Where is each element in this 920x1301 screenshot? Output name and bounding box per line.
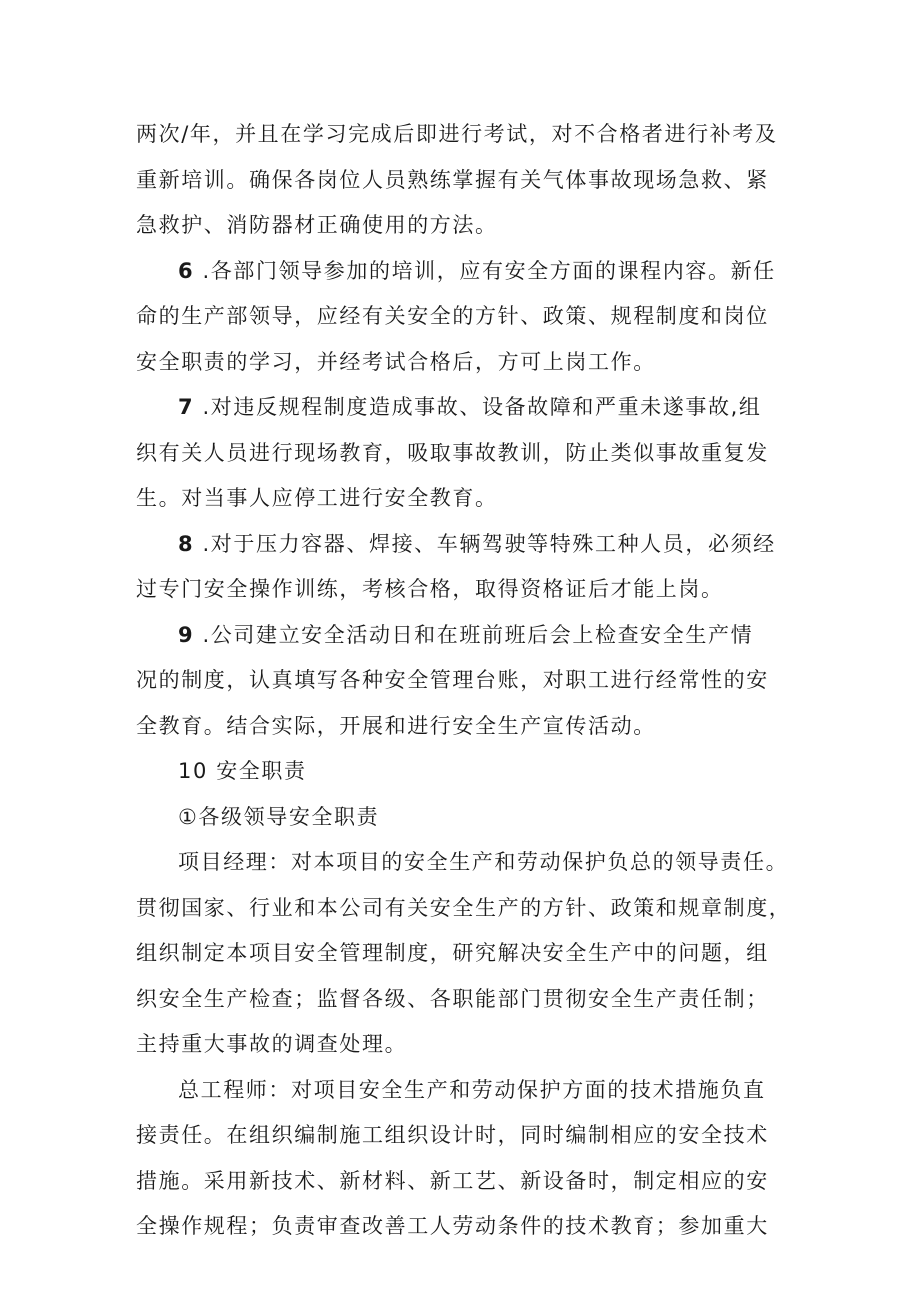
text-line [136, 112, 796, 158]
line-text: 织安全生产检查；监督各级、各职能部门贯彻安全生产责任制； [136, 986, 769, 1011]
line-text: .对于压力容器、焊接、车辆驾驶等特殊工种人员，必须经 [194, 531, 776, 556]
line-text: 主持重大事故的调查处理。 [136, 1032, 408, 1056]
line-text: 措施。采用新技术、新材料、新工艺、新设备时，制定相应的安 [136, 1168, 769, 1193]
text-line [136, 749, 796, 795]
text-line [136, 977, 796, 1023]
text-line [136, 658, 796, 704]
line-text: 全操作规程；负责审查改善工人劳动条件的技术教育；参加重大 [136, 1214, 769, 1238]
line-text: 重新培训。确保各岗位人员熟练掌握有关气体事故现场急救、紧 [136, 167, 769, 192]
text-line [136, 886, 796, 932]
text-line [136, 1204, 796, 1250]
text-line [136, 1022, 796, 1068]
line-text: 总工程师：对项目安全生产和劳动保护方面的技术措施负直 [178, 1077, 766, 1102]
text-line [136, 249, 796, 295]
item-number: 9 [178, 622, 195, 647]
document-body [136, 112, 796, 1250]
item-number: 6 [178, 258, 195, 283]
line-text: 全教育。结合实际，开展和进行安全生产宣传活动。 [136, 713, 656, 738]
line-text: .各部门领导参加的培训，应有安全方面的课程内容。新任 [194, 258, 776, 283]
line-text: 组织制定本项目安全管理制度，研究解决安全生产中的问题，组 [136, 941, 769, 965]
text-line [136, 840, 796, 886]
text-line [136, 704, 796, 750]
line-text: 两次/年，并且在学习完成后即进行考试，对不合格者进行补考及 [136, 122, 778, 146]
line-text: 接责任。在组织编制施工组织设计时，同时编制相应的安全技术 [136, 1123, 769, 1147]
line-text: 项目经理：对本项目的安全生产和劳动保护负总的领导责任。 [178, 850, 789, 874]
text-line [136, 158, 796, 204]
line-text: .对违反规程制度造成事故、设备故障和严重未遂事故,组 [194, 395, 762, 419]
line-text: 10 安全职责 [178, 759, 307, 783]
text-line [136, 431, 796, 477]
line-text: 安全职责的学习，并经考试合格后，方可上岗工作。 [136, 349, 656, 374]
item-number: 8 [178, 531, 195, 556]
text-line [136, 1068, 796, 1114]
text-line [136, 1113, 796, 1159]
text-line [136, 931, 796, 977]
text-line [136, 385, 796, 431]
line-text: 命的生产部领导，应经有关安全的方针、政策、规程制度和岗位 [136, 304, 769, 328]
line-text: 生。对当事人应停工进行安全教育。 [136, 486, 498, 510]
text-line [136, 294, 796, 340]
line-text: 贯彻国家、行业和本公司有关安全生产的方针、政策和规章制度， [136, 895, 792, 920]
text-line [136, 1159, 796, 1205]
item-number: 7 [178, 395, 195, 419]
line-text: ①各级领导安全职责 [178, 804, 380, 829]
line-text: 织有关人员进行现场教育，吸取事故教训，防止类似事故重复发 [136, 440, 769, 465]
text-line [136, 613, 796, 659]
text-line [136, 476, 796, 522]
line-text: 过专门安全操作训练，考核合格，取得资格证后才能上岗。 [136, 577, 724, 601]
text-line [136, 567, 796, 613]
text-line [136, 522, 796, 568]
line-text: .公司建立安全活动日和在班前班后会上检查安全生产情 [194, 622, 754, 647]
text-line [136, 203, 796, 249]
line-text: 急救护、消防器材正确使用的方法。 [136, 213, 498, 237]
text-line [136, 340, 796, 386]
text-line [136, 795, 796, 841]
line-text: 况的制度，认真填写各种安全管理台账，对职工进行经常性的安 [136, 668, 769, 692]
